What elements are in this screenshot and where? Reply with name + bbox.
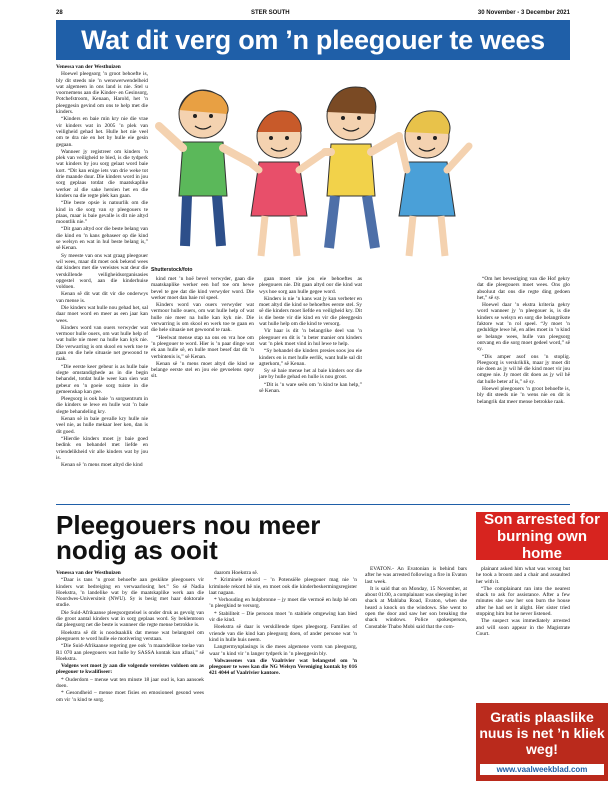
paragraph: Die kinders wat hulle nou gehad het, sal daar moet word en meer as een jaar kan wees. (56, 304, 148, 324)
children-holding-hands-illustration (151, 66, 475, 266)
article-3-column-1 (365, 566, 467, 698)
article-1-column-2 (151, 276, 254, 492)
paragraph: * Gesondheid – mense moet fisies en emosioneel gesond wees om vir ’n kind te sorg. (56, 690, 204, 703)
paragraph: daarom Hoekstra sê. (214, 570, 259, 576)
divider-line (56, 504, 570, 505)
paragraph: “Om het bevestiging van die Hof gekry dat die pleegouers moet wees. Ons glo absoluut dat ons die regte ding gedoen het,” sê sy. (477, 276, 570, 301)
paragraph: Vir haar is dit ’n belangrike deel van ’n pleegouer en dit is ’n beter manier om kinders wat ’n plek moet vind in hul lewe te help. (259, 328, 362, 347)
paragraph: Hoewel pleegouers ’n groot behoefte is, bly dit steeds nie ’n wens nie en dit is belangrik dat meer mense betrokke raak. (477, 386, 570, 405)
paragraph: Kinders word van ouers verwyder wat vermoor hulle ouers, om wat hulle help of wat hulle nie meer na hulle kan kyk nie. Die verwarring is om skool en werk toe te gaan en die hele situasie net gewoond te raak. (56, 324, 148, 363)
section-name: STER SOUTH (250, 10, 290, 16)
paragraph: * Ouderdom – mense wat ten minste 18 jaar oud is, kan aansoek doen. (56, 676, 204, 690)
byline: Venessa van der Westhuizen (56, 64, 121, 70)
child-2-illustration (249, 111, 325, 256)
paragraph: plainant asked him what was wrong but he took a broom and a chair and assaulted her with it. (476, 566, 570, 585)
article-2-column-1 (56, 570, 204, 784)
article-1-column-4 (477, 276, 570, 492)
article-3-column-2 (476, 566, 570, 698)
article-2-column-2 (209, 570, 357, 784)
paragraph: Kenan sê ’n mens moet altyd die kind se belange eerste stel en jou eie gevoelens opsy sit. (151, 360, 254, 380)
advert-text: Gratis plaaslike nuus is net ’n kliek weg! (479, 709, 605, 757)
issue-date: 30 November - 3 December 2021 (477, 10, 570, 16)
paragraph: Kenan sê in baie gevalle kry hulle nie veel nie, as hulle mekaar leer ken, dan is dit goed. (56, 416, 148, 435)
paragraph: Kinders is nie ’n kans wat jy kan verbeter en moet altyd die kind se behoeftes eerste stel. Sy sê die kinders moet liefde en veiligheid kry. Dit is die beste vir die kind en vir die pleeggesin wat hulle help om die kind te versorg. (259, 295, 362, 328)
paragraph: * Verhouding en hulpbronne – jy moet die vermoë en hulp hê om ’n pleegkind te versorg. (209, 597, 357, 610)
paragraph: Kinders word van ouers verwyder wat vermoor hulle ouers, om wat hulle help of wat hulle nie meer na hulle kan kyk nie. Die verwarring is om skool en werk toe te gaan en die hele situasie net gewoond te raak. (151, 302, 254, 334)
article-3-headline: Son arrested for burning own home (476, 512, 608, 560)
paragraph: * Kriminele rekord – ’n Potensiële pleegouer mag nie ’n kriminele rekord hê nie, en moet ook die kinderbeskermingsregister laat nagaan. (209, 577, 357, 596)
paragraph: Langtermynplasings is die mees algemene vorm van pleegsorg, waar ’n kind vir ’n langer tydperk in ’n pleeggesin bly. (209, 644, 357, 657)
paragraph: EVATON.- An Evatonian is behind bars after he was arrested following a fire in Evaton last week. (365, 566, 467, 585)
child-1-illustration (159, 90, 249, 246)
advert-box[interactable] (476, 703, 608, 781)
paragraph: Die Suid-Afrikaanse pleegsorgstelsel is onder druk as gevolg van die groot aantal kinders wat in sorg geplaas word. Sy beklemtoon dat pleegsorg net die beste is wanneer die regte mense betrokke is. (56, 609, 204, 629)
paragraph: kind met ’n hoë bevel verwyder, gaan die maatskaplike werker een hof toe om hewe bevel te gee dat die kind verwyder word. Die werker moet dan baie rol speel. (151, 276, 254, 301)
paragraph: Hoekstra sê dit is noodsaaklik dat mense wat belangstel om pleegouers te word hulle eie motivering verstaan. (56, 629, 204, 642)
paragraph: Hoewel daar ’n ekstra kriteria gekry word wanneer jy ’n pleegouer is, is die kinders se welsyn en sorg die belangrikste faktore wat ’n rol speel. “Jy moet ’n geduldige lewe hê, en alles moet in ’n kind se belange wees, hulle van pleegsorg ontvang en die sorg moet gedeel word,” sê sy. (477, 302, 570, 353)
paragraph: “Dit is ’n ware seën om ’n kind te kan help,” sê Kenan. (259, 381, 362, 395)
paragraph: “Die beste opsie is natuurlik om die kind in die sorg van sy pleegouers te plaas, maar is baie gevalle is dit nie altyd moontlik nie.” (56, 200, 148, 226)
paragraph: Sy meeste van ons wat graag pleegouer wil wees, maar dit moet ook bekend wees dat kinders met die vereistes wat deur die verskillende veiligheidsorganisasies opgestel word, aan die kinderhuise voldoen. (56, 252, 148, 291)
paragraph: “Dit gaan altyd oor die beste belang van die kind en ’n kans gebaseer op die kind se welsyn en wat in hul beste belang is,” sê Kenan. (56, 226, 148, 252)
paragraph: “Sy behandel die kinders presies soos jou eie kinders en is met hulle eerlik, want hulle sal dit agterkom,” sê Kenan. (259, 348, 362, 367)
paragraph: “Hierdie kinders moet jy baie goed bedink en behandel met liefde en vriendelikheid vir alle kinders wat by jou is. (56, 435, 148, 461)
paragraph: “Heelwat mense stap na ons en vra hoe om ’n pleegouer te word. Hier is ’n paar dinge wat ek aan hulle sê, en hulle moet besef dat dit ’n verbintenis is,” sê Kenan. (151, 334, 254, 360)
paragraph: “Dis amper asof ons ’n stoplig. Pleegsorg is verskriklik, maar jy moet dit nie doen as jy wil hê die kind moet vir jou omgee nie. Jy moet dit doen as jy wil hê dat hulle beter af is,” sê sy. (477, 353, 570, 385)
child-4-illustration (399, 111, 469, 256)
paragraph: Wanneer jy registreer om kinders ’n plek van veiligheid te bied, is die tydperk wat kinders by jou sorg gelaat word baie kort. “Dit kan enige iets van drie weke tot drie maande duur. Die kinders word in jou sorg geplaas totdat die maatskaplike werker al die sake hersien het en die kinders na die regte plek kan gaan. (56, 148, 148, 199)
advert-url-link[interactable]: www.vaalweekblad.com (480, 764, 604, 775)
article-1-column-3 (259, 276, 362, 492)
paragraph: gaan moet nie jou eie behoeftes as pleegouers nie. Dit gaan altyd oor die kind wat wys hoe sorg aan hulle gegee word. (259, 276, 362, 295)
article-photo (151, 66, 475, 266)
paragraph: “Die eerste keer gebeur is as hulle baie slegte omstandighede as in die begin behandel, totdat hulle weer kan sien wat gebeur en ’n goeie sorg tuiste in die gemeenskap kan gee. (56, 363, 148, 395)
paragraph: It is said that on Monday, 15 November, at about 01:00, a complainant was sleeping in her shack at Mahlaba Road, Evaton, when she heard a knock on the windows. She went to open the door and saw her son breaking the shack windows. Police spokesperson, Constable Thabo Mobi said that the com- (365, 585, 467, 630)
byline: Venessa van der Westhuizen (56, 570, 121, 576)
paragraph: “Daar is tans ’n groot behoefte aan geskikte pleegouers vir kinders wat bedreiging en verwaarlosing het.” So sê Nadia Hoekstra, ’n landelike wat by die maatskaplike werk aan die Noordwes-Universiteit (NWU). Sy is besig met haar doktorale studie. (56, 577, 204, 609)
paragraph: Hoewel pleegsorg ’n groot behoefte is, bly dit steeds nie ’n wenswerwendelheid wat algemeen in ons land is nie. Stel u voornemens aan die Kinder- en Gesinsorg, Potchefstroom, Kenaan, Harold, het ’n pleeggesin gevind om ons te help met die kinders. (56, 71, 148, 116)
page-number: 28 (56, 10, 63, 16)
paragraph: Kenan sê dit wat dit vir die onderwys van mense is. (56, 291, 148, 304)
paragraph: * Stabiliteit – Die persoon moet ’n stabiele omgewing kan bied vir die kind. (209, 610, 357, 624)
page-header (56, 8, 570, 18)
paragraph: Volwassenes van die Vaalrivier wat belangstel om ’n pleegouer te wees kan die NG Welsyn Vereniging kontak by 016 421 4044 of Vaalrivier kantore. (209, 657, 357, 677)
article-1-column-1 (56, 64, 148, 492)
article-2-headline: Pleegouers nou meer nodig as ooit (56, 513, 321, 565)
article-headline-banner: Wat dit verg om ’n pleegouer te wees (56, 20, 570, 60)
paragraph: The suspect was immediately arrested and will soon appear in the Magistrate Court. (476, 618, 570, 637)
paragraph: Hoekstra sê daar is verskillende tipes pleegsorg. Families of vriende van die kind kan pleegsorg doen, of ander persone wat ’n kind in hulle huis neem. (209, 624, 357, 643)
paragraph: Pleegsorg is ook baie ’n sorgsentrum in die kinders se lewe en hulle wat ’n baie slegte behandeling kry. (56, 396, 148, 415)
paragraph: Sy sê baie mense het al baie kinders oor die jare by hulle gehad en hulle is nou groot. (259, 368, 362, 381)
paragraph: Kenan sê ’n mens moet altyd die kind (61, 462, 143, 469)
paragraph: “Die Suid-Afrikaanse regering gee ook ’n maandelikse toelae van R1 070 aan pleegouers wat hulle by SASSA kontak kan aflaai,” sê Hoekstra. (56, 643, 204, 662)
photo-caption: Shutterstock/foto (151, 267, 193, 273)
paragraph: Volgens wet moet jy aan die volgende vereistes voldoen om as pleegouer te kwalifiseer: (56, 663, 204, 676)
child-3-illustration (325, 87, 399, 248)
paragraph: “Kinders en baie min kry nie die vrae vir kinders wat in 2005 ’n plek van veiligheid gehad het. Hulle het nie veel om te dra nie en het by hulle eie gesin gegaan. (56, 116, 148, 148)
paragraph: “The complainant ran into the nearest shack to ask for assistance. After a few minutes she saw her son burn the house after he had set it alight. Her sister tried stopping him but he never listened. (476, 585, 570, 618)
